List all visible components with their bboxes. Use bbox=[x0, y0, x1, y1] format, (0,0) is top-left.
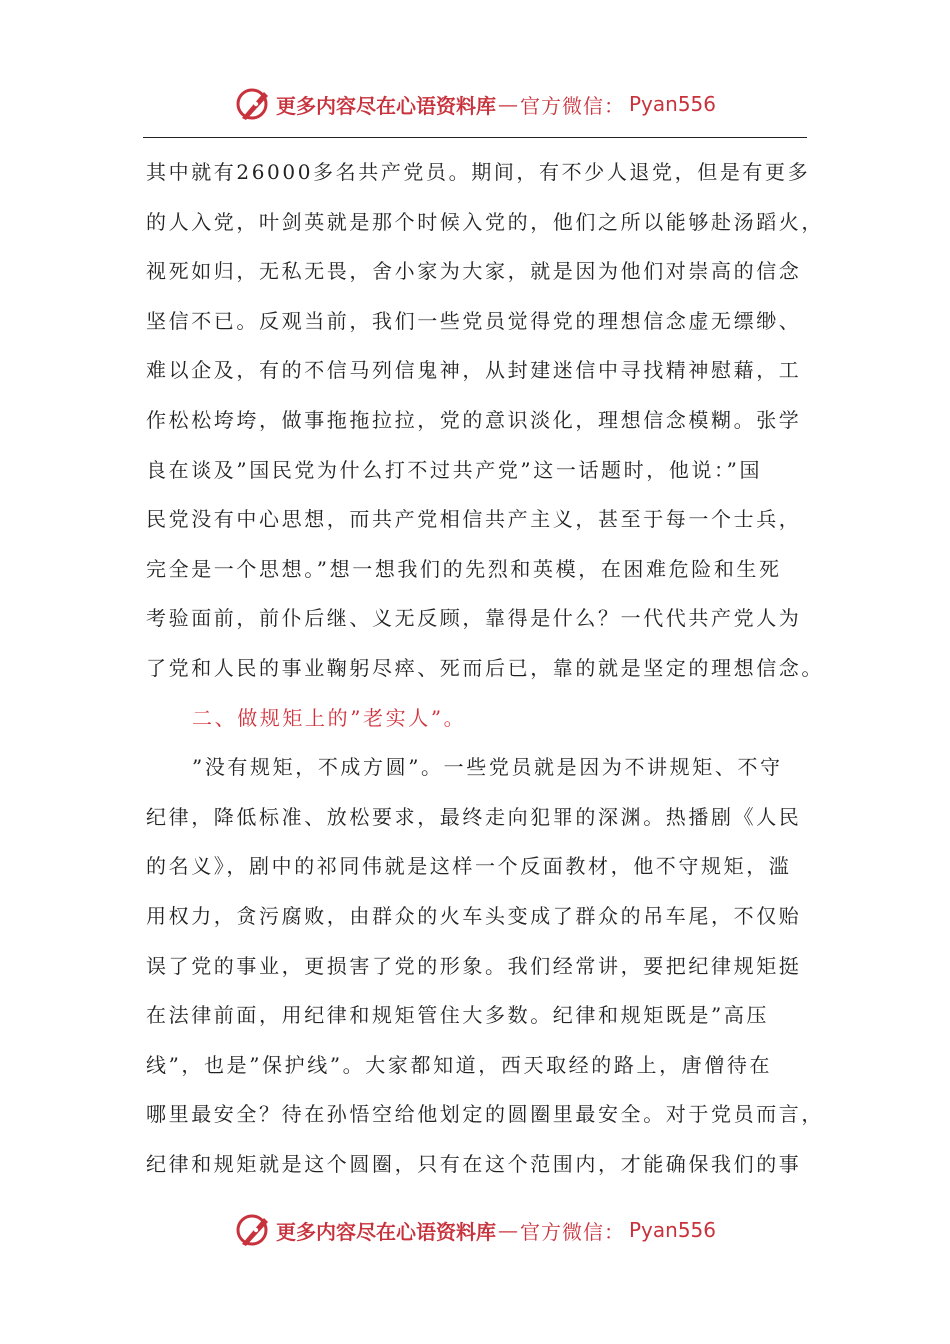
header-brand: 更多内容尽在心语资料库 bbox=[275, 93, 496, 118]
header-dash: — bbox=[497, 92, 518, 116]
header-divider bbox=[143, 137, 807, 138]
text-line: 考验面前，前仆后继、义无反顾，靠得是什么？一代代共产党人为 bbox=[146, 606, 802, 631]
footer-brand: 更多内容尽在心语资料库 bbox=[275, 1219, 496, 1244]
text-line: 完全是一个思想。”想一想我们的先烈和英模，在困难危险和生死 bbox=[146, 556, 782, 581]
text-line: 用权力，贪污腐败，由群众的火车头变成了群众的吊车尾，不仅贻 bbox=[146, 903, 802, 928]
text-line: 线”，也是”保护线”。大家都知道，西天取经的路上，唐僧待在 bbox=[146, 1052, 773, 1077]
document-body bbox=[146, 148, 822, 1189]
text-line: 民党没有中心思想，而共产党相信共产主义，甚至于每一个士兵， bbox=[146, 507, 802, 532]
text-line: 良在谈及”国民党为什么打不过共产党”这一话题时，他说：”国 bbox=[146, 457, 763, 482]
header-wechat-label: 官方微信： bbox=[519, 93, 625, 118]
footer-banner bbox=[0, 1210, 950, 1250]
text-line: 其中就有26000多名共产党员。期间，有不少人退党，但是有更多 bbox=[146, 160, 811, 184]
text-line: 视死如归，无私无畏，舍小家为大家，就是因为他们对崇高的信念 bbox=[146, 259, 802, 284]
text-line: 了党和人民的事业鞠躬尽瘁、死而后已，靠的就是坚定的理想信念。 bbox=[146, 655, 824, 680]
text-line: 作松松垮垮，做事拖拖拉拉，党的意识淡化，理想信念模糊。张学 bbox=[146, 407, 802, 432]
footer-wechat-label: 官方微信： bbox=[519, 1219, 625, 1244]
text-line: 在法律前面，用纪律和规矩管住大多数。纪律和规矩既是”高压 bbox=[146, 1003, 770, 1028]
section-heading: 二、做规矩上的”老实人”。 bbox=[192, 705, 467, 730]
header-wechat-id: Pyan556 bbox=[628, 92, 716, 116]
pen-nib-circle-icon bbox=[234, 1210, 274, 1250]
text-line: 哪里最安全？待在孙悟空给他划定的圆圈里最安全。对于党员而言， bbox=[146, 1102, 824, 1127]
footer-dash: — bbox=[497, 1218, 518, 1242]
pen-nib-circle-icon bbox=[234, 84, 274, 124]
text-line: 误了党的事业，更损害了党的形象。我们经常讲，要把纪律规矩挺 bbox=[146, 953, 802, 978]
text-line: 纪律和规矩就是这个圆圈，只有在这个范围内，才能确保我们的事 bbox=[146, 1151, 802, 1176]
header-banner bbox=[0, 84, 950, 124]
text-line: ”没有规矩，不成方圆”。一些党员就是因为不讲规矩、不守 bbox=[192, 755, 783, 780]
text-line: 的人入党，叶剑英就是那个时候入党的，他们之所以能够赴汤蹈火， bbox=[146, 209, 824, 234]
text-line: 坚信不已。反观当前，我们一些党员觉得党的理想信念虚无缥缈、 bbox=[146, 308, 802, 333]
footer-wechat-id: Pyan556 bbox=[628, 1218, 716, 1242]
text-line: 难以企及，有的不信马列信鬼神，从封建迷信中寻找精神慰藉，工 bbox=[146, 358, 802, 383]
text-line: 的名义》，剧中的祁同伟就是这样一个反面教材，他不守规矩，滥 bbox=[146, 854, 792, 879]
text-line: 纪律，降低标准、放松要求，最终走向犯罪的深渊。热播剧《人民 bbox=[146, 804, 802, 829]
